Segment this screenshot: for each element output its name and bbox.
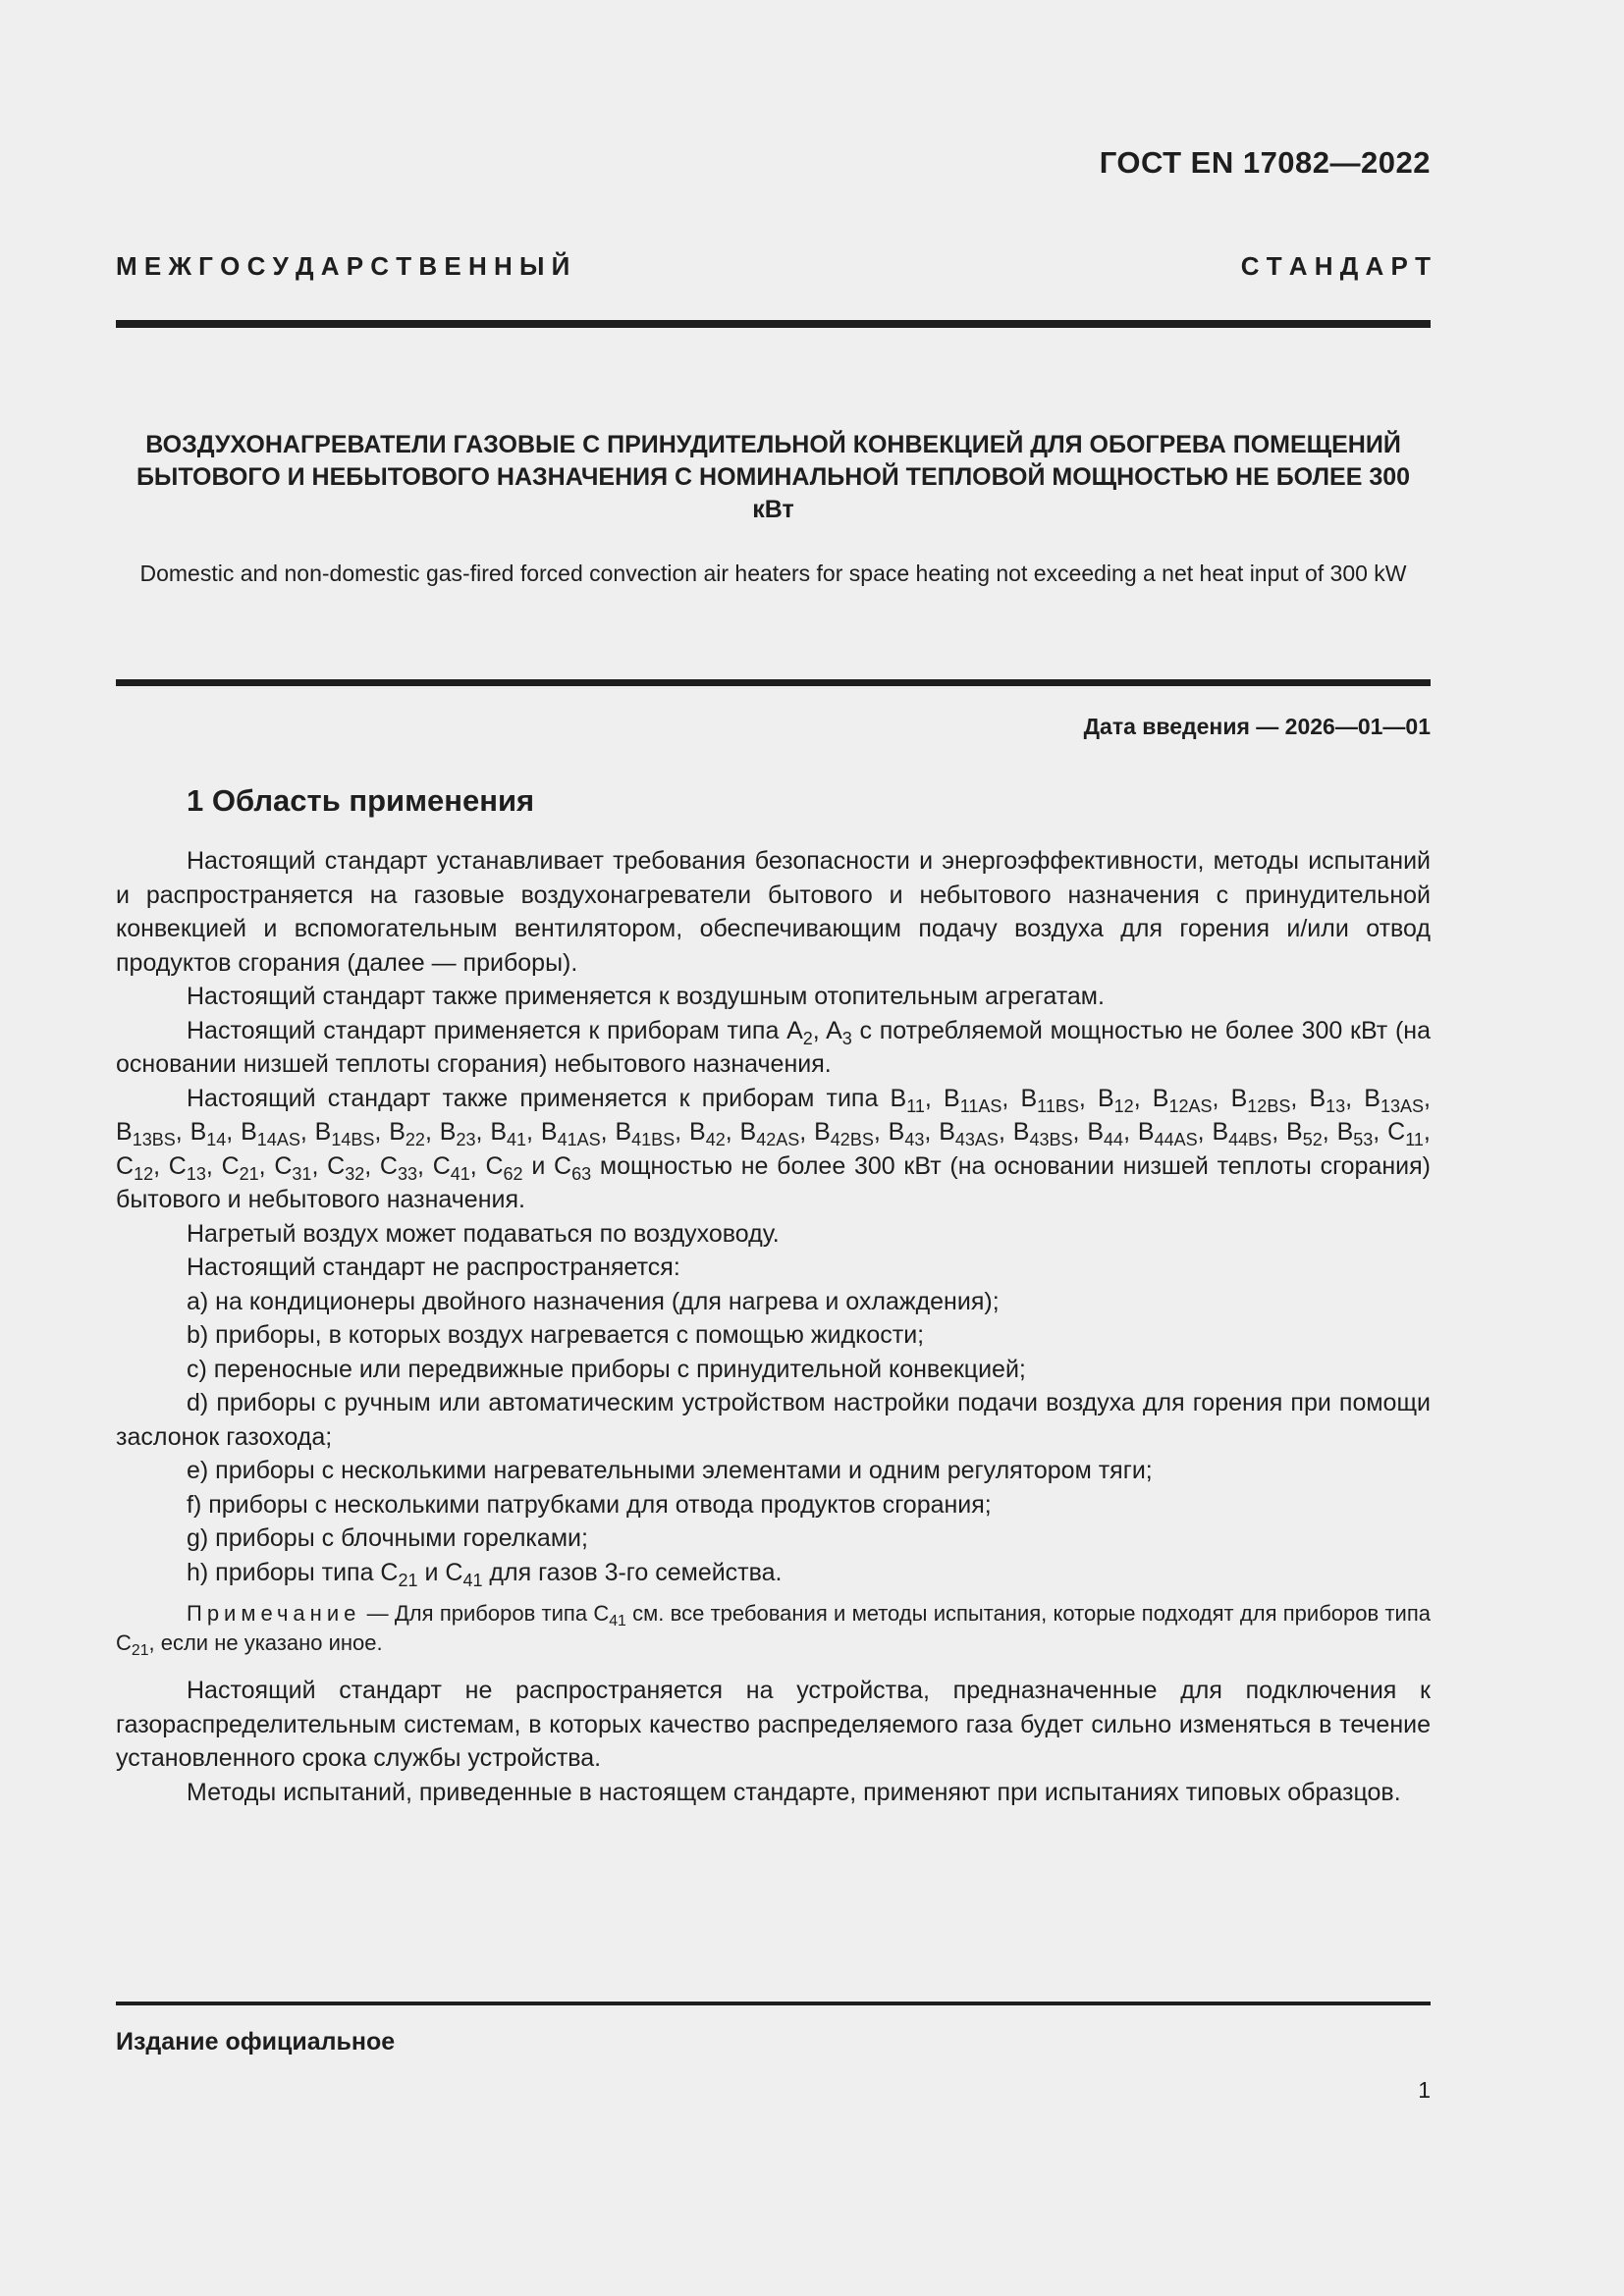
standard-type-label (116, 251, 1431, 282)
paragraph-exclusions-intro: Настоящий стандарт не распространяется: (187, 1254, 680, 1281)
list-item-g: g) приборы с блочными горелками; (187, 1524, 588, 1552)
list-item-c: c) переносные или передвижные приборы с принудительной конвекцией; (187, 1355, 1026, 1383)
paragraph-scope: Настоящий стандарт устанавливает требования безопасности и энергоэффективности, методы испытаний и распространяется на газовые воздухонагреватели бытового и небытового назначения с принудительной конвекцией и вспомогательным вентилятором, обеспечивающим подачу воздуха для горения и/или отвод продуктов сгорания (далее — приборы). (116, 847, 1431, 977)
list-item-h: h) приборы типа $C_{21}$ и $C_{41}$ для газов 3-го семейства. (187, 1558, 783, 1590)
list-item-e: e) приборы с несколькими нагревательными элементами и одним регулятором тяги; (187, 1457, 1153, 1484)
list-item-b: b) приборы, в которых воздух нагревается с помощью жидкости; (187, 1321, 925, 1349)
edition-label: Издание официальное (116, 2028, 396, 2056)
paragraph-air-units: Настоящий стандарт также применяется к воздушным отопительным агрегатам. (187, 983, 1105, 1010)
paragraph-types-bc: Настоящий стандарт также применяется к приборам типа $B_{11}$, $B_{11AS}$, $B_{11BS}$, $B_{12}$, $B_{12AS}$, $B_{12BS}$, $B_{13}$, $B_{13AS}$, $B_{13BS}$, $B_{14}$, $B_{14AS}$, $B_{14BS}$, $B_{22}$, $B_{23}$, $B_{41}$, $B_{41AS}$, $B_{41BS}$, $B_{42}$, $B_{42AS}$, $B_{42BS}$, $B_{43}$, $B_{43AS}$, $B_{43BS}$, $B_{44}$, $B_{44AS}$, $B_{44BS}$, $B_{52}$, $B_{53}$, $C_{11}$, $C_{12}$, $C_{13}$, $C_{21}$, $C_{31}$, $C_{32}$, $C_{33}$, $C_{41}$, $C_{62}$ и $C_{63}$ мощностью не более 300 кВт (на основании низшей теплоты сгорания) бытового и небытового назначения. (116, 1084, 1431, 1213)
list-item-d: d) приборы с ручным или автоматическим устройством настройки подачи воздуха для горения при помощи заслонок газохода; (116, 1389, 1431, 1451)
list-item-f: f) приборы с несколькими патрубками для отвода продуктов сгорания; (187, 1490, 992, 1519)
page-number: 1 (1418, 2077, 1431, 2103)
title-english: Domestic and non-domestic gas-fired forced convection air heaters for space heating not exceeding a net heat input of 300 kW (139, 561, 1407, 586)
bottom-divider (116, 2002, 1431, 2005)
document-number: ГОСТ EN 17082—2022 (1099, 145, 1431, 180)
middle-divider (116, 679, 1431, 686)
effective-date: Дата введения — 2026—01—01 (1083, 714, 1431, 739)
paragraph-ducted-air: Нагретый воздух может подаваться по воздуховоду. (187, 1219, 780, 1248)
note: Примечание — Для приборов типа $C_{41}$ см. все требования и методы испытания, которые подходят для приборов типа $C_{21}$, если не указано иное. (116, 1601, 1431, 1660)
list-item-a: a) на кондиционеры двойного назначения (для нагрева и охлаждения); (187, 1287, 1000, 1315)
standard-type-right: С Т А Н Д А Р Т (1240, 251, 1431, 281)
title-russian: ВОЗДУХОНАГРЕВАТЕЛИ ГАЗОВЫЕ С ПРИНУДИТЕЛЬНОЙ КОНВЕКЦИЕЙ ДЛЯ ОБОГРЕВА ПОМЕЩЕНИЙ БЫТОВОГО И НЕБЫТОВОГО НАЗНАЧЕНИЯ С НОМИНАЛЬНОЙ ТЕПЛОВОЙ МОЩНОСТЬЮ НЕ БОЛЕЕ 300 кВт (135, 431, 1411, 523)
standard-type-left: М Е Ж Г О С У Д А Р С Т В Е Н Н Ы Й (116, 251, 570, 281)
paragraph-test-methods: Методы испытаний, приведенные в настоящем стандарте, применяют при испытаниях типовых образцов. (187, 1778, 1401, 1806)
paragraph-types-a: Настоящий стандарт применяется к приборам типа $A_2$, $A_3$ с потребляемой мощностью не более 300 кВт (на основании низшей теплоты сгорания) небытового назначения. (116, 1016, 1432, 1078)
paragraph-gas-networks: Настоящий стандарт не распространяется на устройства, предназначенные для подключения к газораспределительным системам, в которых качество распределяемого газа будет сильно изменяться в течение установленного срока службы устройства. (116, 1677, 1431, 1772)
section-body (116, 844, 1431, 1809)
top-divider (116, 320, 1431, 328)
note-label: Примечание (187, 1601, 361, 1626)
section-heading: 1 Область применения (187, 783, 535, 818)
